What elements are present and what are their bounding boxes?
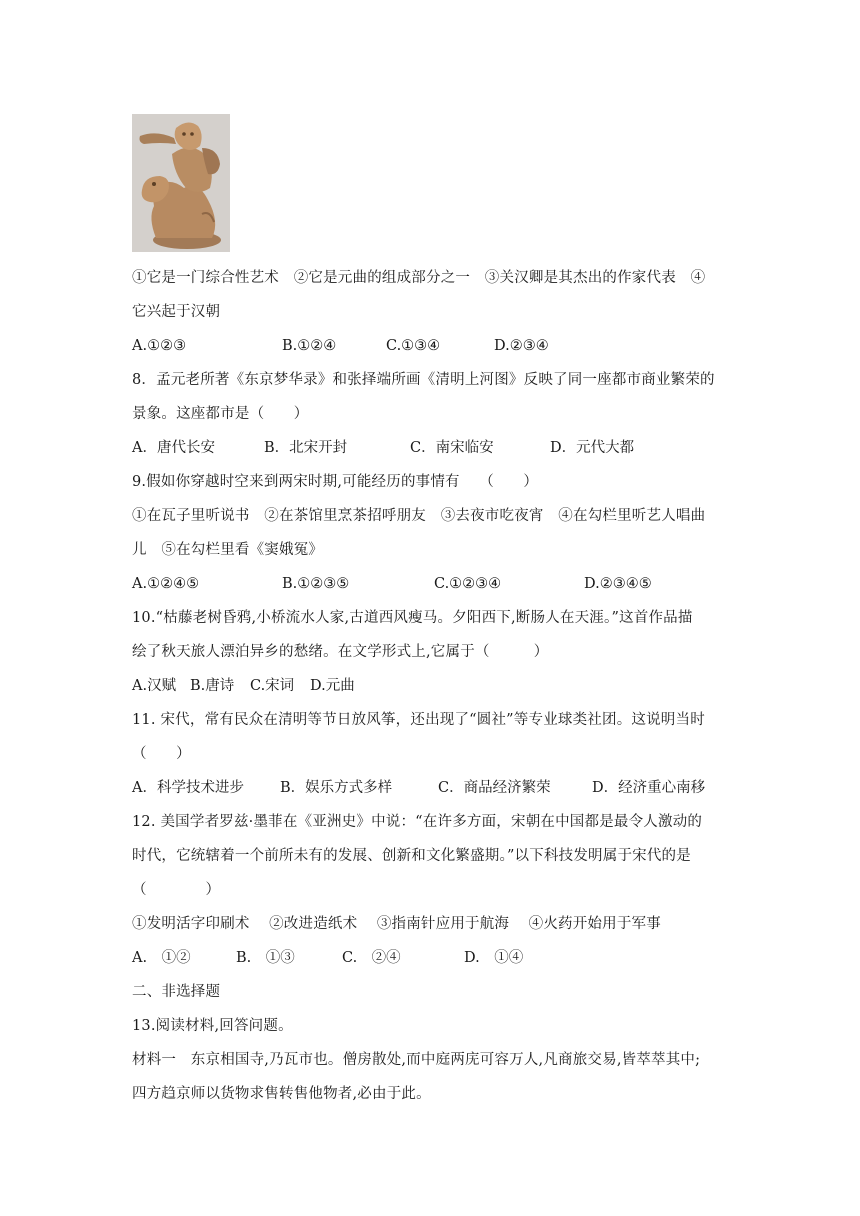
q8-option-c: C．南宋临安 — [410, 440, 494, 456]
q8-option-b: B．北宋开封 — [264, 440, 348, 456]
q12-option-c: C. ②④ — [342, 950, 401, 966]
q9-option-b: B.①②③⑤ — [282, 576, 350, 592]
q12-option-d: D. ①④ — [464, 950, 524, 966]
q8-stem-line-1: 8．孟元老所著《东京梦华录》和张择端所画《清明上河图》反映了同一座都市商业繁荣的 — [132, 372, 715, 388]
q9-option-c: C.①②③④ — [434, 576, 502, 592]
q10-option-a: A.汉赋 — [132, 678, 177, 694]
q7-statement-line-1: ①它是一门综合性艺术 ②它是元曲的组成部分之一 ③关汉卿是其杰出的作家代表 ④ — [132, 270, 706, 286]
section-title-non-choice: 二、非选择题 — [132, 984, 221, 1000]
q12-option-a: A. ①② — [132, 950, 191, 966]
q12-stem-line-1: 12. 美国学者罗兹·墨菲在《亚洲史》中说：“在许多方面，宋朝在中国都是最令人激动的 — [132, 814, 703, 830]
q9-statement-line-2: 儿 ⑤在勾栏里看《窦娥冤》 — [132, 542, 324, 558]
pottery-figurine-image — [132, 114, 230, 252]
q10-option-d: D.元曲 — [310, 678, 355, 694]
q8-option-a: A．唐代长安 — [132, 440, 215, 456]
q12-stem-line-3: （ ） — [132, 882, 221, 898]
q11-option-a: A．科学技术进步 — [132, 780, 244, 796]
q10-option-b: B.唐诗 — [190, 678, 235, 694]
q9-option-d: D.②③④⑤ — [584, 576, 652, 592]
q12-stem-line-2: 时代，它统辖着一个前所未有的发展、创新和文化繁盛期。”以下科技发明属于宋代的是 — [132, 848, 691, 864]
q13-stem: 13.阅读材料,回答问题。 — [132, 1018, 293, 1034]
q10-option-c: C.宋词 — [250, 678, 295, 694]
q11-option-b: B．娱乐方式多样 — [280, 780, 393, 796]
q11-option-d: D．经济重心南移 — [592, 780, 706, 796]
q11-stem-line-2: （ ） — [132, 746, 191, 762]
q7-option-c: C.①③④ — [386, 338, 441, 354]
q7-option-b: B.①②④ — [282, 338, 337, 354]
q7-statement-line-2: 它兴起于汉朝 — [132, 304, 221, 320]
q12-option-b: B. ①③ — [236, 950, 295, 966]
q9-option-a: A.①②④⑤ — [132, 576, 200, 592]
q8-option-d: D．元代大都 — [550, 440, 635, 456]
q7-option-d: D.②③④ — [494, 338, 549, 354]
q7-option-a: A.①②③ — [132, 338, 187, 354]
q11-option-c: C．商品经济繁荣 — [438, 780, 551, 796]
q11-stem-line-1: 11. 宋代，常有民众在清明等节日放风筝，还出现了“圆社”等专业球类社团。这说明当时 — [132, 712, 705, 728]
q9-statement-line-1: ①在瓦子里听说书 ②在茶馆里烹茶招呼朋友 ③去夜市吃夜宵 ④在勾栏里听艺人唱曲 — [132, 508, 706, 524]
q10-stem-line-1: 10.“枯藤老树昏鸦,小桥流水人家,古道西风瘦马。夕阳西下,断肠人在天涯。”这首作品描 — [132, 610, 693, 626]
q9-stem: 9.假如你穿越时空来到两宋时期,可能经历的事情有 （ ） — [132, 474, 539, 490]
q12-statements: ①发明活字印刷术 ②改进造纸术 ③指南针应用于航海 ④火药开始用于军事 — [132, 916, 661, 932]
q10-stem-line-2: 绘了秋天旅人漂泊异乡的愁绪。在文学形式上,它属于（ ） — [132, 644, 549, 660]
q13-material-1-line-1: 材料一 东京相国寺,乃瓦市也。僧房散处,而中庭两庑可容万人,凡商旅交易,皆萃萃其中; — [132, 1052, 701, 1068]
q8-stem-line-2: 景象。这座都市是（ ） — [132, 406, 309, 422]
q13-material-1-line-2: 四方趋京师以货物求售转售他物者,必由于此。 — [132, 1086, 431, 1102]
